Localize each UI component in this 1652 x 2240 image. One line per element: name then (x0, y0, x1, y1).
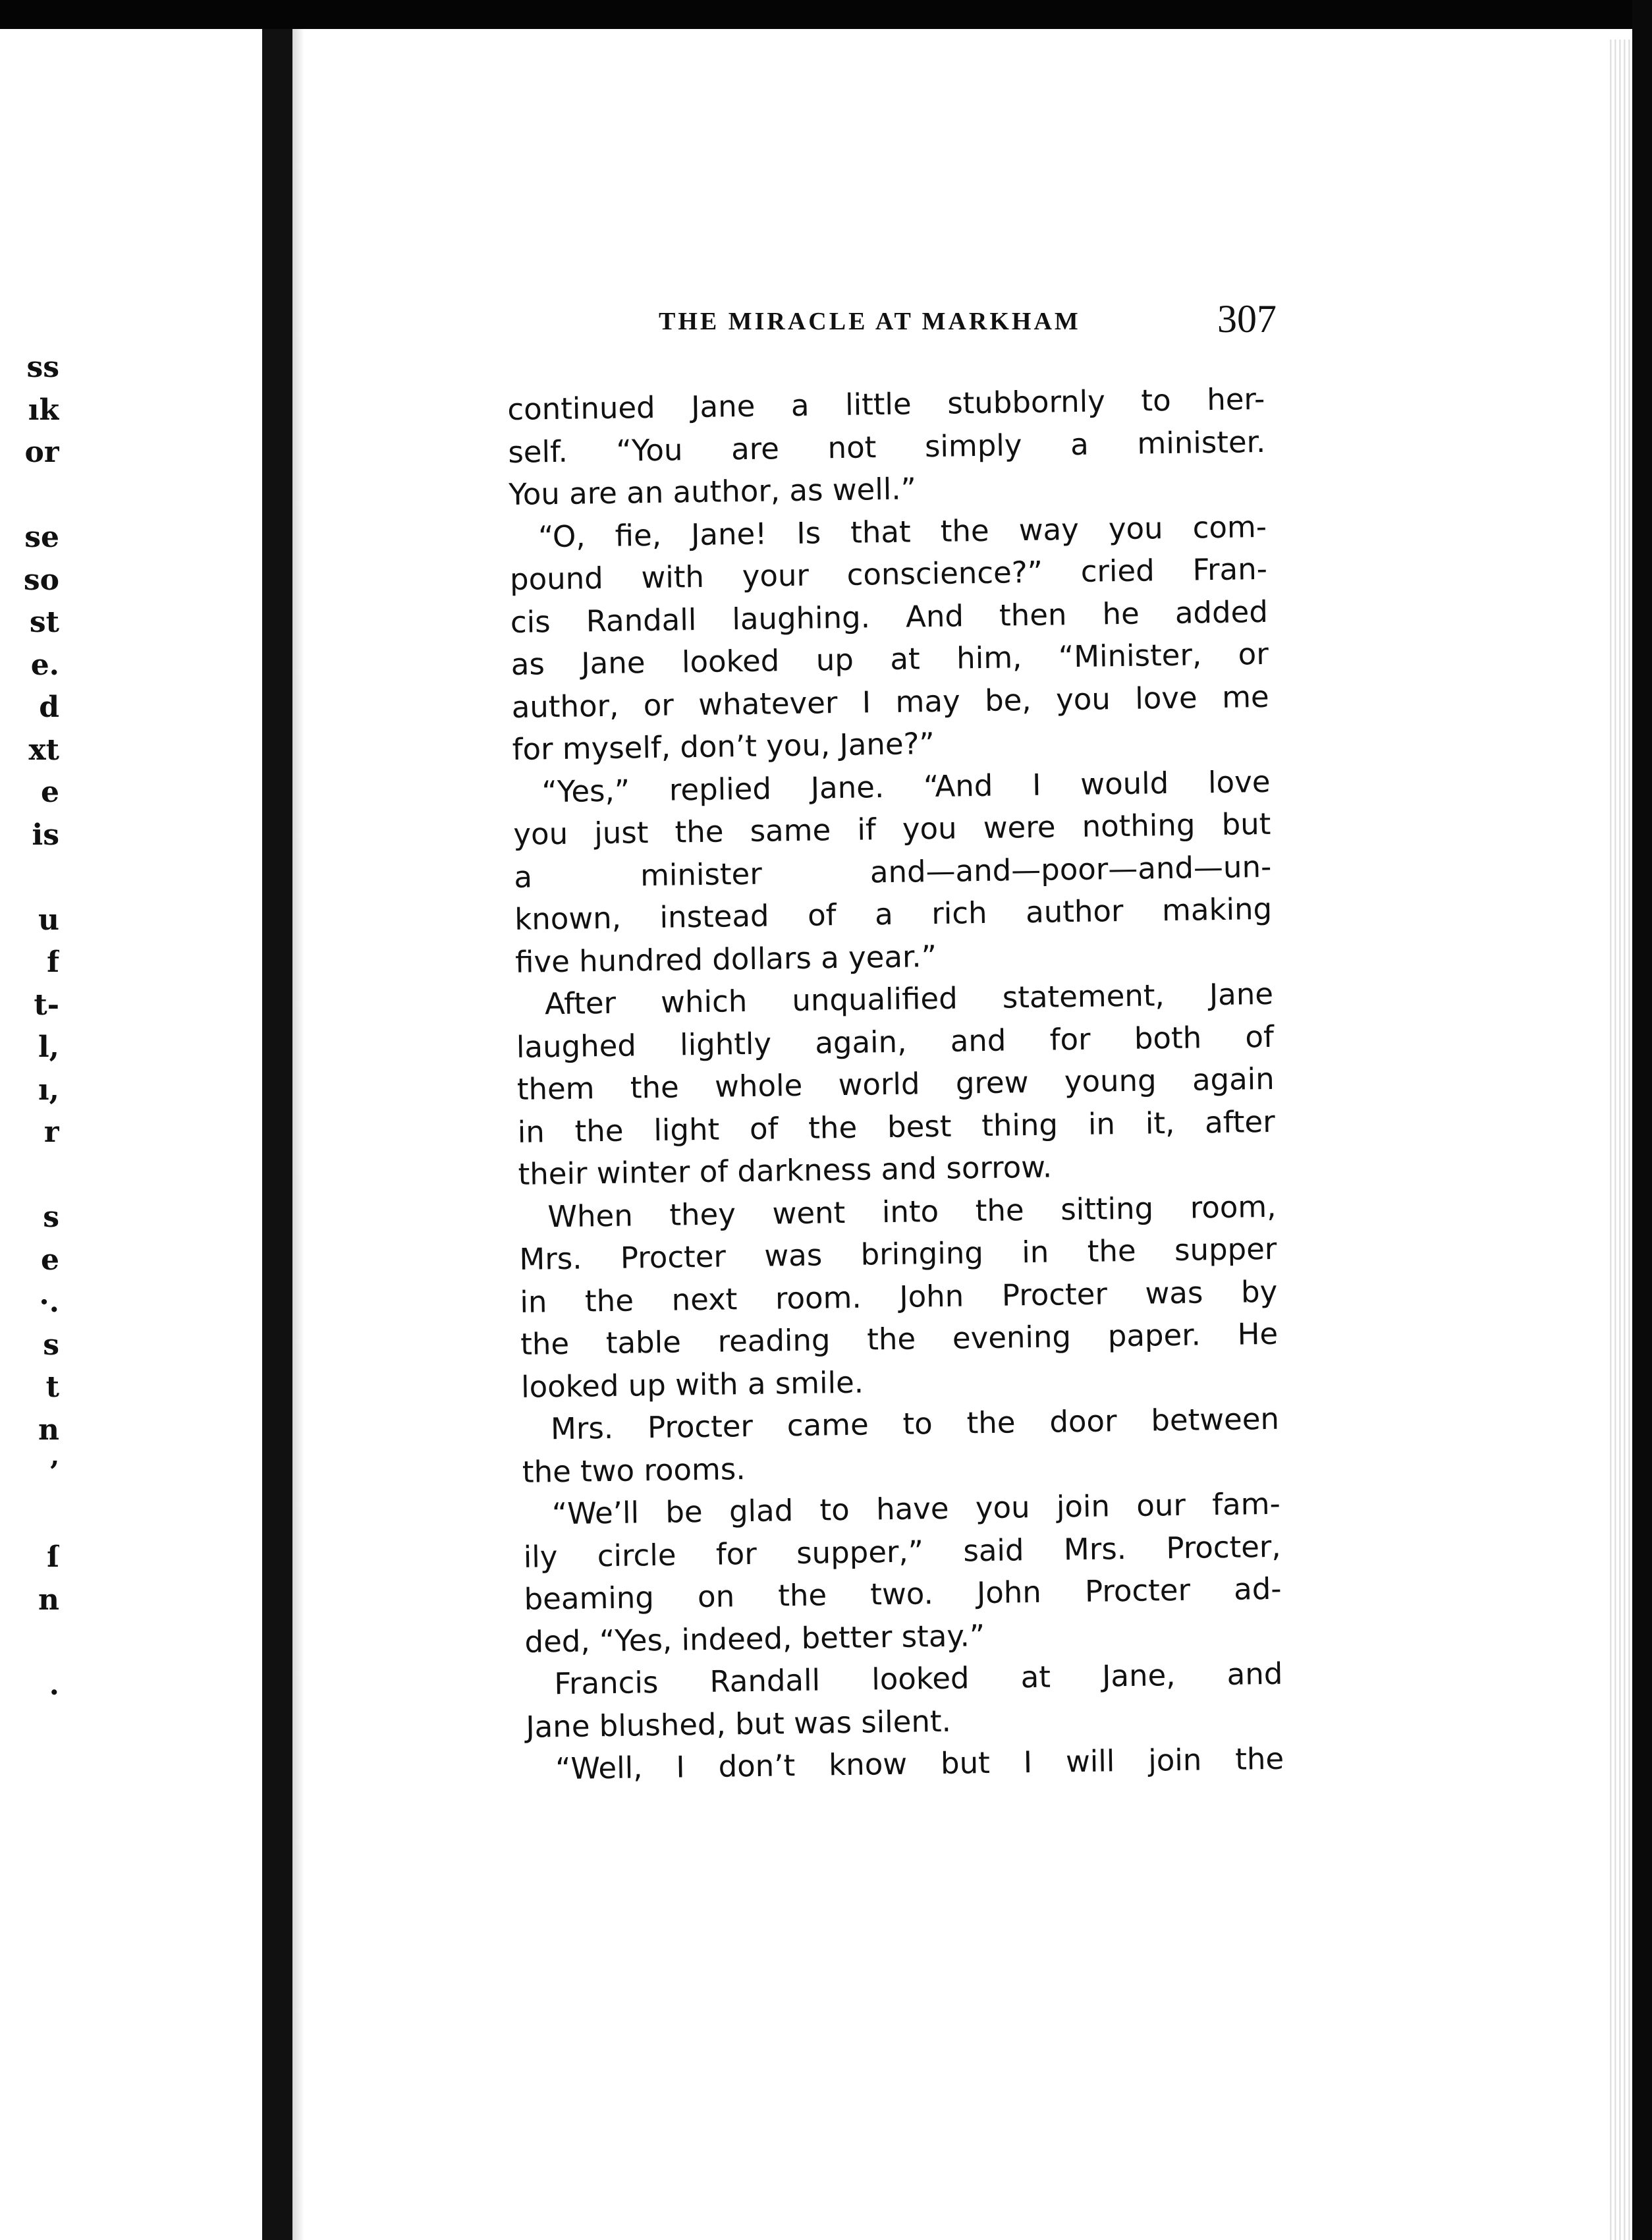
left-page-fragment: ss (26, 350, 59, 384)
left-page-fragment: ık (28, 393, 59, 427)
text-line: “We’ll be glad to have you join our fam- (551, 1486, 1281, 1532)
text-line: Jane blushed, but was silent. (525, 1703, 952, 1745)
left-page-fragment: e (41, 1243, 59, 1277)
left-page-fragment: e. (30, 648, 59, 682)
left-page-fragment: t (45, 1370, 59, 1404)
book-gutter (262, 26, 292, 2240)
body-text (507, 378, 1284, 1791)
text-line: a minister and—and—poor—and—un- (513, 849, 1272, 895)
gutter-shadow (292, 26, 304, 2240)
text-line: in the light of the best thing in it, after (517, 1104, 1276, 1150)
text-line: for myself, don’t you, Jane?” (512, 725, 935, 767)
text-line: known, instead of a rich author making (514, 891, 1273, 937)
text-line: Mrs. Procter came to the door between (550, 1401, 1280, 1447)
text-line: Mrs. Procter was bringing in the supper (519, 1231, 1277, 1277)
left-page-fragment: t- (34, 988, 59, 1022)
text-line: five hundred dollars a year.” (514, 938, 937, 980)
text-line: author, or whatever I may be, you love me (511, 679, 1270, 725)
text-line: After which unqualified statement, Jane (544, 976, 1274, 1022)
left-page-fragment: is (32, 818, 59, 852)
text-line: self. “You are not simply a minister. (507, 424, 1266, 470)
left-page-fragment: st (29, 605, 59, 639)
left-page-fragment: so (23, 563, 59, 597)
left-page-fragment: or (24, 435, 59, 469)
text-line: You are an author, as well.” (508, 471, 917, 512)
page-number: 307 (1217, 297, 1277, 341)
text-line: you just the same if you were nothing but (513, 806, 1271, 852)
left-page (0, 29, 262, 2240)
left-page-fragment: ſ (47, 1540, 59, 1574)
text-line: the two rooms. (522, 1451, 746, 1490)
left-page-fragment: ı, (38, 1073, 59, 1107)
text-line: ded, “Yes, indeed, better stay.” (524, 1617, 985, 1660)
left-page-fragment: se (24, 520, 59, 554)
text-line: When they went into the sitting room, (547, 1189, 1277, 1234)
scan-top-border (0, 0, 1652, 29)
text-line: ily circle for supper,” said Mrs. Procter, (523, 1528, 1282, 1575)
page-edges (1607, 40, 1632, 2240)
left-page-fragment: s (43, 1200, 59, 1234)
text-line: pound with your conscience?” cried Fran- (509, 551, 1268, 597)
text-line: looked up with a smile. (520, 1364, 864, 1405)
left-page-fragment: u (38, 903, 59, 937)
text-line: in the next room. John Procter was by (519, 1274, 1278, 1320)
left-page-fragment: n (38, 1582, 59, 1617)
scan-right-border (1632, 0, 1652, 2240)
text-line: laughed lightly again, and for both of (516, 1019, 1275, 1065)
left-page-fragment: s (43, 1328, 59, 1362)
running-head: THE MIRACLE AT MARKHAM (659, 308, 1081, 335)
left-page-fragment: ’ (49, 1455, 59, 1489)
text-line: “Well, I don’t know but I will join the (555, 1741, 1284, 1787)
left-page-fragment: e (41, 775, 59, 809)
left-page-fragment: f (47, 945, 59, 979)
left-page-fragment: xt (28, 733, 59, 767)
text-line: beaming on the two. John Procter ad- (524, 1571, 1282, 1617)
text-line: “Yes,” replied Jane. “And I would love (541, 764, 1271, 809)
text-line: them the whole world grew young again (516, 1061, 1275, 1107)
left-page-fragment: r (43, 1115, 59, 1149)
left-page-fragment: d (39, 690, 59, 724)
text-line: as Jane looked up at him, “Minister, or (510, 636, 1269, 682)
text-line: Francis Randall looked at Jane, and (554, 1656, 1283, 1702)
left-page-fragment: ·. (39, 1285, 59, 1319)
text-line: their winter of darkness and sorrow. (518, 1149, 1053, 1192)
text-line: “O, fie, Jane! Is that the way you com- (537, 509, 1267, 554)
left-page-fragment: l, (38, 1030, 59, 1064)
left-page-fragment: n (38, 1413, 59, 1447)
text-line: the table reading the evening paper. He (520, 1316, 1279, 1362)
left-page-fragment: . (49, 1667, 59, 1702)
text-line: continued Jane a little stubbornly to her- (507, 381, 1265, 427)
text-line: cis Randall laughing. And then he added (510, 594, 1269, 640)
